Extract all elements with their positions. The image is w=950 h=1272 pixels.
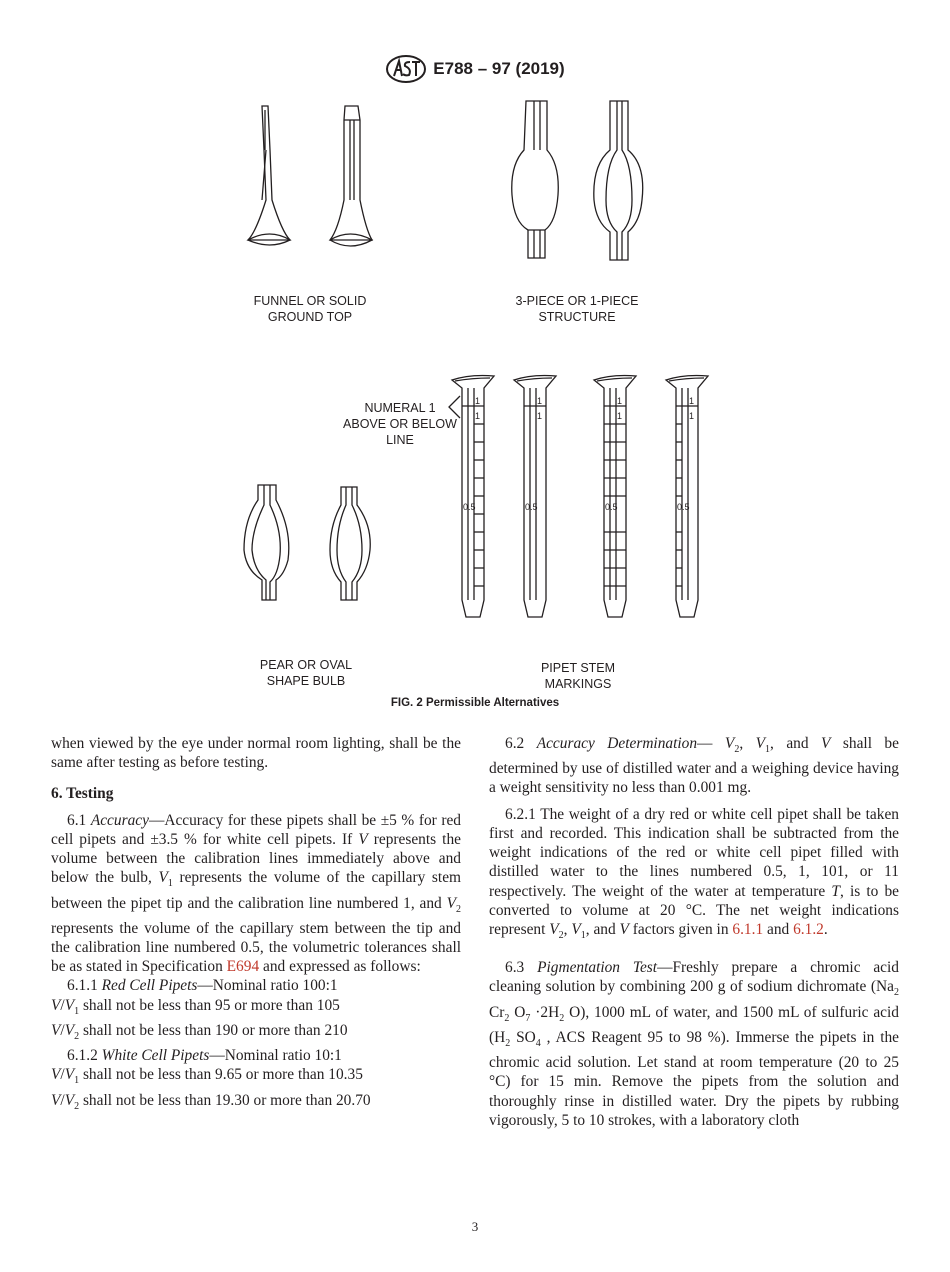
paragraph-6-2-1: 6.2.1 The weight of a dry red or white cell pipet shall be taken first and recorded. This indication shall be subtracted from the weight indications of the red or white cell pipet filled with distilled water to the lines numbered 0.5, 1, 101, or 11 respectively. The weight of the water at temperature T, is to be converted to volume at 20 °C. The net weight indications represent $V_2$, $V_1$, and V factors given in 6.1.1 and 6.1.2. (489, 805, 900, 941)
link-e694[interactable]: E694 (226, 958, 260, 976)
label-funnel-line1: FUNNEL OR SOLID (253, 294, 367, 308)
stem1-mark-1-lower: 1 (475, 411, 481, 421)
label-numeral-line1: NUMERAL 1 (364, 401, 436, 415)
ratio-white-2: $V/V_2$ shall not be less than 19.30 or more than 20.70 (51, 1091, 371, 1112)
section-heading: 6. Testing (51, 785, 114, 803)
paragraph-6-1-2: 6.1.2 White Cell Pipets—Nominal ratio 10:1 (67, 1047, 342, 1065)
label-numeral-line3: LINE (386, 433, 414, 447)
stem3-mark-1-upper: 1 (617, 396, 623, 406)
label-funnel (230, 293, 390, 325)
label-numeral (338, 400, 462, 448)
stem4-mark-1-upper: 1 (689, 396, 695, 406)
label-structure-line1: 3-PIECE OR 1-PIECE (515, 294, 639, 308)
label-pear (228, 657, 384, 689)
paragraph-6-2: 6.2 Accuracy Determination— $V_2$, $V_1$, and V shall be determined by use of distilled water and a weighing device having a weight sensitivity no less than 0.001 mg. (489, 735, 899, 797)
stem4-mark-05: 0.5 (677, 502, 690, 512)
stem3-mark-05: 0.5 (605, 502, 618, 512)
page-number: 3 (471, 1219, 479, 1234)
label-structure (497, 293, 657, 325)
stem4-mark-1-lower: 1 (689, 411, 695, 421)
funnel-top-pipet (248, 106, 290, 245)
pipet-stem-4 (666, 376, 708, 618)
oval-shape-bulb (330, 487, 370, 600)
stem1-mark-05: 0.5 (463, 502, 476, 512)
label-stem-line2: MARKINGS (544, 677, 612, 691)
stem2-mark-1-upper: 1 (537, 396, 543, 406)
ratio-white-1: $V/V_1$ shall not be less than 9.65 or more than 10.35 (51, 1066, 363, 1087)
label-stem (510, 660, 646, 692)
link-6-1-2[interactable]: 6.1.2 (793, 920, 824, 938)
three-piece-bulb-pipet (512, 101, 559, 258)
pipet-stem-3 (594, 376, 636, 618)
paragraph-6-3: 6.3 Pigmentation Test—Freshly prepare a chromic acid cleaning solution by combining 200 g of sodium dichromate ($Na_2$ $Cr_2$ $O_7 \cdot 2H_2$ O), 1000 mL of water, and 1500 mL of sulfuric acid ($H_2$ $SO_4$ , ACS Reagent 95 to 98 %). Immerse the pipets in the chromic acid solution. Let stand at room temperature (20 to 25 °C) for 15 min. Remove the pipets from the solution and thoroughly rinse in distilled water. Dry the pipets by rubbing vigorously, 5 to 10 strokes, with a laboratory cloth (489, 959, 900, 1129)
continued-paragraph: when viewed by the eye under normal room lighting, shall be the same after testing as before testing. (51, 735, 461, 772)
document-designation: E788 – 97 (2019) (433, 59, 565, 78)
left-column (51, 734, 461, 1116)
ratio-red-1: $V/V_1$ shall not be less than 95 or more than 105 (51, 996, 340, 1017)
label-pear-line2: SHAPE BULB (266, 674, 346, 688)
stem1-mark-1-upper: 1 (475, 396, 481, 406)
link-6-1-1[interactable]: 6.1.1 (732, 920, 764, 938)
stem3-mark-1-lower: 1 (617, 411, 623, 421)
label-funnel-line2: GROUND TOP (267, 310, 353, 324)
pipet-stem-2 (514, 376, 556, 618)
pear-shape-bulb (244, 485, 289, 600)
paragraph-6-1: 6.1 Accuracy—Accuracy for these pipets shall be ±5 % for red cell pipets and ±3.5 % for white cell pipets. If V represents the volume between the calibration lines immediately above and below the bulb, $V_1$ represents the volume of the capillary stem between the pipet tip and the calibration line numbered 1, and $V_2$ represents the volume of the capillary stem between the tip and the calibration line numbered 0.5, the volumetric tolerances shall be as stated in Specification E694 and expressed as follows: (51, 811, 461, 976)
one-piece-bulb-pipet (594, 101, 643, 260)
label-structure-line2: STRUCTURE (538, 310, 616, 324)
figure-caption: FIG. 2 Permissible Alternatives (390, 697, 560, 709)
stem2-mark-05: 0.5 (525, 502, 538, 512)
solid-ground-top-pipet (330, 106, 372, 246)
label-stem-line1: PIPET STEM (540, 661, 616, 675)
stem2-mark-1-lower: 1 (537, 411, 543, 421)
right-column (489, 734, 899, 1130)
ratio-red-2: $V/V_2$ shall not be less than 190 or more than 210 (51, 1021, 348, 1042)
label-numeral-line2: ABOVE OR BELOW (343, 417, 457, 431)
label-pear-line1: PEAR OR OVAL (259, 658, 353, 672)
paragraph-6-1-1: 6.1.1 Red Cell Pipets—Nominal ratio 100:1 (67, 977, 338, 995)
